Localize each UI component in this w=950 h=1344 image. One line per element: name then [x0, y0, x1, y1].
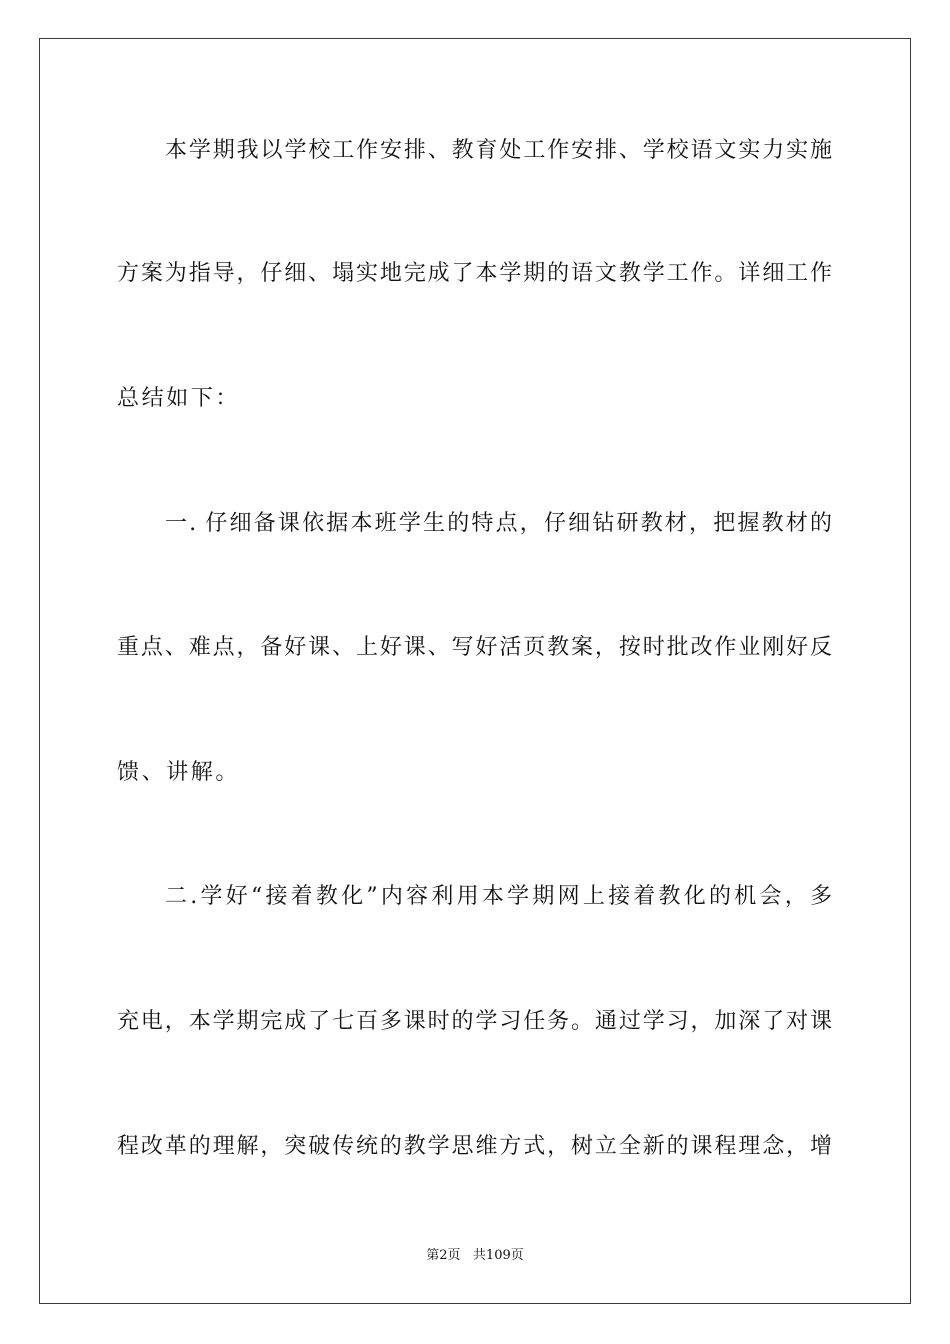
page-number-footer: 第2页 共109页: [426, 1248, 524, 1263]
paragraph-2-line-1: 一. 仔细备课依据本班学生的特点，仔细钻研教材，把握教材的: [165, 511, 832, 536]
paragraph-2-line-2: 重点、难点，备好课、上好课、写好活页教案，按时批改作业刚好反: [117, 635, 832, 660]
paragraph-3-line-3: 程改革的理解，突破传统的教学思维方式，树立全新的课程理念，增: [117, 1134, 832, 1159]
paragraph-3-line-1: 二.学好“接着教化”内容利用本学期网上接着教化的机会，多: [165, 884, 832, 909]
paragraph-1-line-1: 本学期我以学校工作安排、教育处工作安排、学校语文实力实施: [165, 138, 832, 163]
paragraph-1-line-2: 方案为指导，仔细、塌实地完成了本学期的语文教学工作。详细工作: [117, 261, 832, 286]
page-border: [39, 38, 911, 1304]
paragraph-3-line-2: 充电，本学期完成了七百多课时的学习任务。通过学习，加深了对课: [117, 1009, 832, 1034]
paragraph-1-line-3: 总结如下：: [117, 386, 241, 411]
paragraph-2-line-3: 馈、讲解。: [117, 760, 241, 785]
